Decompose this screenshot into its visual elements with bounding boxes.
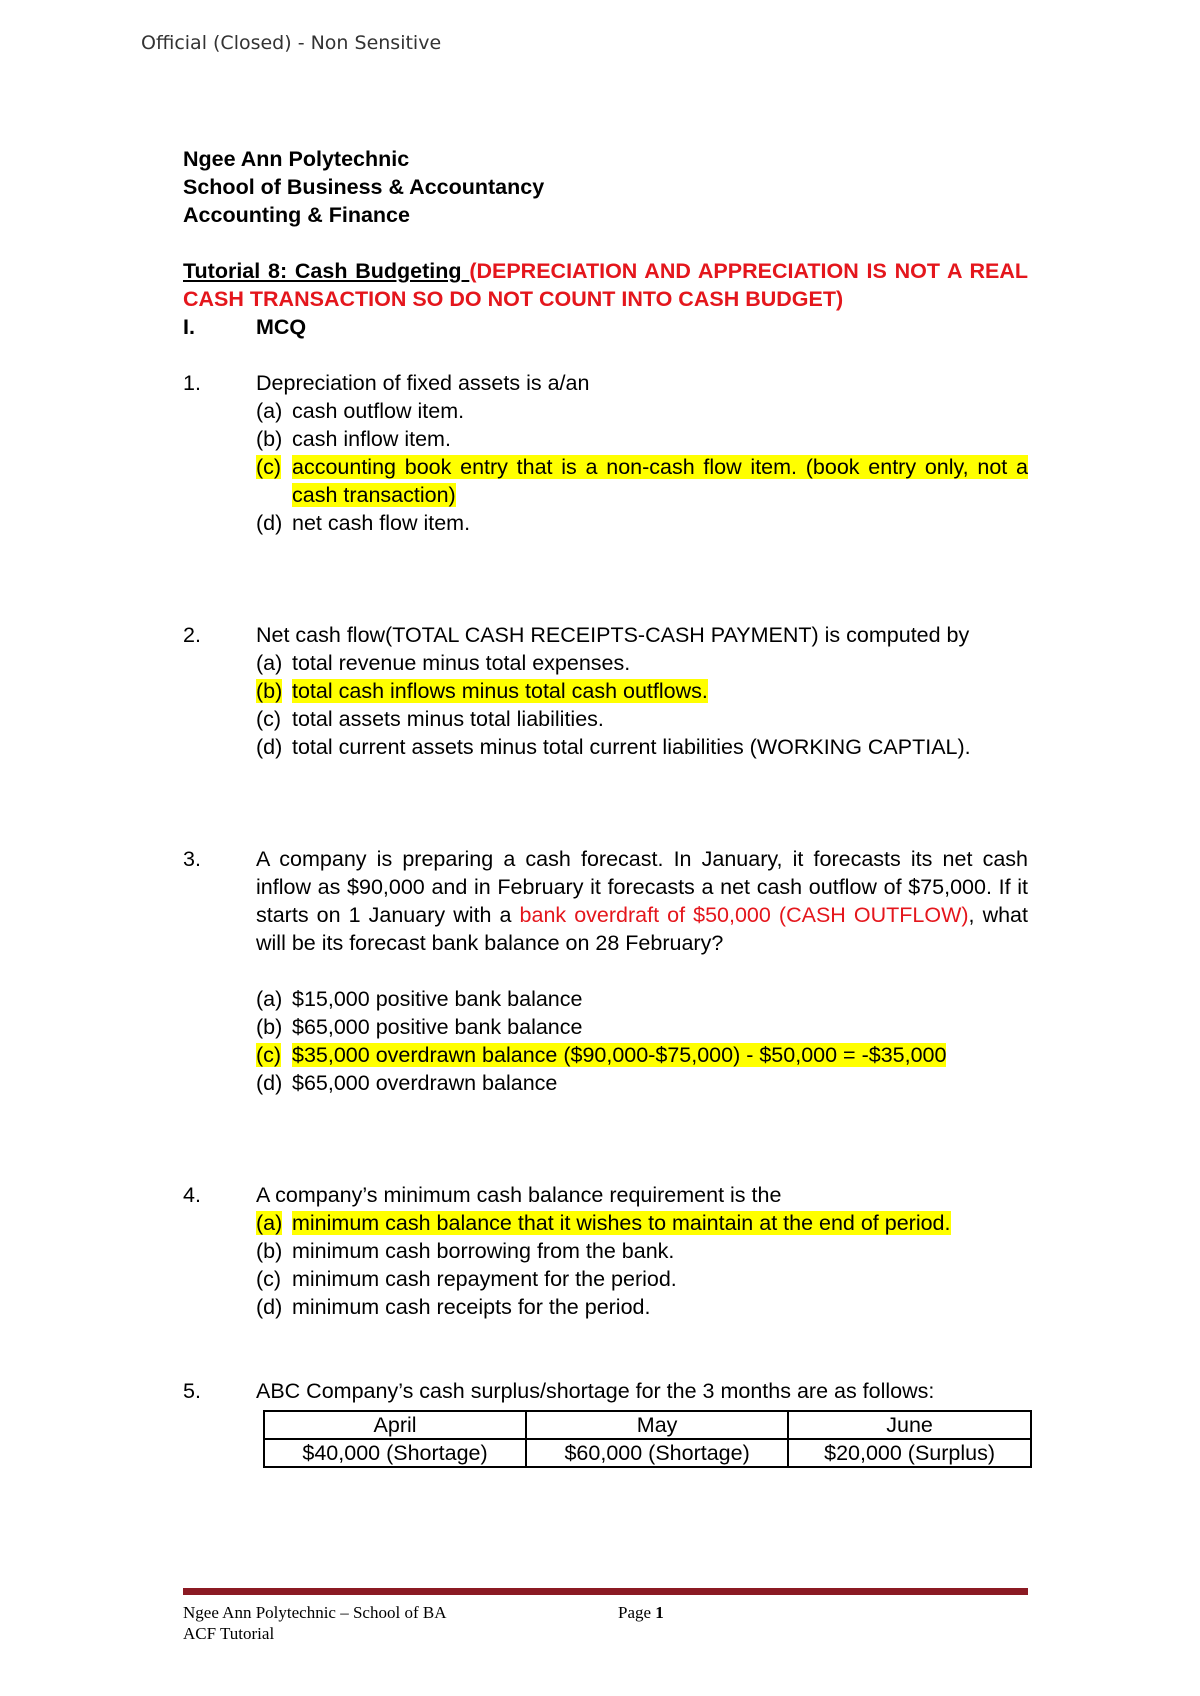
question-number: 2.	[183, 623, 201, 647]
option-c: (c) minimum cash repayment for the period.	[256, 1267, 677, 1291]
option-a-answer: (a) minimum cash balance that it wishes to maintain at the end of period.	[256, 1211, 951, 1235]
option-c-answer: (c) accounting book entry that is a non-cash flow item. (book entry only, not a cash transaction)	[256, 455, 1028, 507]
option-b-answer: (b) total cash inflows minus total cash outflows.	[256, 679, 708, 703]
section-number: I.	[183, 315, 195, 339]
classification-label: Official (Closed) - Non Sensitive	[141, 32, 442, 54]
section-heading	[183, 313, 1028, 341]
option-b: (b) cash inflow item.	[256, 427, 451, 451]
question-stem: Net cash flow(TOTAL CASH RECEIPTS-CASH PAYMENT) is computed by	[256, 623, 970, 647]
question-number: 3.	[183, 847, 201, 871]
tutorial-title-note: (DEPRECIATION AND APPRECIATION IS NOT A REAL CASH TRANSACTION SO DO NOT COUNT INTO CASH BUDGET)	[183, 259, 1028, 311]
table-cell: $40,000 (Shortage)	[264, 1439, 526, 1467]
option-d: (d) $65,000 overdrawn balance	[256, 1071, 558, 1095]
institution-name: Ngee Ann Polytechnic	[183, 147, 410, 171]
option-a: (a) total revenue minus total expenses.	[256, 651, 631, 675]
course-name: Accounting & Finance	[183, 203, 410, 227]
question-stem: A company’s minimum cash balance requirement is the	[256, 1183, 782, 1207]
table-row	[264, 1439, 1031, 1467]
table-cell: $20,000 (Surplus)	[788, 1439, 1031, 1467]
option-b: (b) $65,000 positive bank balance	[256, 1015, 583, 1039]
table-cell: $60,000 (Shortage)	[526, 1439, 788, 1467]
tutorial-title	[183, 257, 1028, 313]
option-d: (d) net cash flow item.	[256, 511, 471, 535]
section-name: MCQ	[256, 315, 307, 339]
table-header-cell: April	[264, 1411, 526, 1439]
question-3	[183, 845, 1028, 1097]
table-header-cell: June	[788, 1411, 1031, 1439]
question-stem: A company is preparing a cash forecast. In January, it forecasts its net cash inflow as $90,000 and in February it forecasts a net cash outflow of $75,000. If it starts on 1 January with a bank overdraft of $50,000 (CASH OUTFLOW), what will be its forecast bank balance on 28 February?	[256, 847, 1028, 955]
table-header-row	[264, 1411, 1031, 1439]
school-name: School of Business & Accountancy	[183, 175, 545, 199]
question-4	[183, 1181, 1028, 1321]
question-number: 4.	[183, 1183, 201, 1207]
footer-institution: Ngee Ann Polytechnic – School of BA	[183, 1603, 447, 1622]
option-d: (d) total current assets minus total current liabilities (WORKING CAPTIAL).	[256, 735, 971, 759]
question-stem: ABC Company’s cash surplus/shortage for the 3 months are as follows:	[256, 1379, 935, 1403]
cash-table	[263, 1410, 1032, 1468]
option-d: (d) minimum cash receipts for the period.	[256, 1295, 651, 1319]
option-a: (a) $15,000 positive bank balance	[256, 987, 583, 1011]
table-header-cell: May	[526, 1411, 788, 1439]
page-footer	[183, 1602, 1028, 1644]
question-number: 1.	[183, 371, 201, 395]
question-1	[183, 369, 1028, 537]
question-2	[183, 621, 1028, 761]
overdraft-note: bank overdraft of $50,000 (CASH OUTFLOW)	[519, 903, 969, 927]
question-number: 5.	[183, 1379, 201, 1403]
page-number: Page 1	[618, 1603, 664, 1622]
question-5	[183, 1377, 1028, 1405]
footer-divider	[183, 1588, 1028, 1595]
tutorial-title-label: Tutorial 8: Cash Budgeting	[183, 259, 470, 283]
option-b: (b) minimum cash borrowing from the bank.	[256, 1239, 675, 1263]
footer-subtitle: ACF Tutorial	[183, 1624, 275, 1643]
document-body	[183, 145, 1028, 1468]
option-c-answer: (c) $35,000 overdrawn balance ($90,000-$75,000) - $50,000 = -$35,000	[256, 1043, 947, 1067]
option-a: (a) cash outflow item.	[256, 399, 465, 423]
option-c: (c) total assets minus total liabilities.	[256, 707, 604, 731]
question-stem: Depreciation of fixed assets is a/an	[256, 371, 590, 395]
document-header	[183, 145, 1028, 229]
